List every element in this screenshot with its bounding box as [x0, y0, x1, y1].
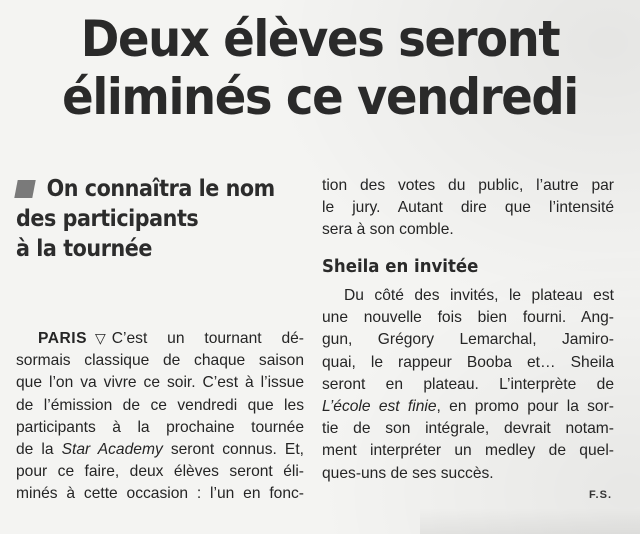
subhead-line-3: à la tournée: [16, 236, 152, 262]
article-column-1: [16, 327, 304, 506]
article-column-2: [322, 175, 614, 242]
body-text-segment: seront connus. Et,: [162, 441, 304, 459]
triangle-down-outline-icon: ▽: [95, 330, 106, 346]
gray-square-icon: [14, 180, 35, 198]
headline-line-2: éliminés ce vendredi: [62, 68, 578, 126]
subhead-line-2: des participants: [16, 206, 199, 232]
body-line: une nouvelle fois bien fourni. Ang-: [322, 309, 614, 327]
body-line: ment interpréter un medley de quel-: [322, 442, 614, 460]
body-line: tie de son intégrale, devrait notam-: [322, 420, 614, 438]
dateline-city: PARIS: [38, 330, 87, 347]
subhead-line-1: On connaîtra le nom: [46, 176, 275, 202]
body-line: quai, le rappeur Booba et… Sheila: [322, 353, 614, 371]
body-line: [16, 439, 304, 461]
body-line: ques-uns de ses succès.: [322, 464, 494, 482]
scan-shadow: [420, 508, 640, 534]
body-line: seront en plateau. L’interprète de: [322, 375, 614, 393]
body-line: [322, 396, 614, 418]
article-subhead: [16, 174, 277, 264]
author-signature: F.S.: [589, 489, 612, 501]
body-line: tion des votes du public, l’autre par: [322, 177, 614, 194]
body-text-segment: , en promo pour la sor-: [436, 398, 614, 416]
body-line: sera à son comble.: [322, 221, 454, 239]
body-line: sormais classique de chaque saison: [16, 352, 304, 370]
album-title-lecole-est-finie: L’école est finie: [322, 398, 437, 416]
article-headline: [22, 10, 617, 126]
show-title-star-academy: Star Academy: [61, 441, 163, 459]
article-column-2-section: [322, 285, 614, 485]
body-line: que l’on va vivre ce soir. C’est à l’issue: [16, 374, 304, 392]
body-line-text: C’est un tournant dé-: [111, 330, 304, 347]
body-line: le jury. Autant dire que l’intensité: [322, 199, 614, 217]
body-text-segment: de la: [16, 441, 62, 459]
body-line: Du côté des invités, le plateau est: [344, 287, 614, 304]
headline-line-1: Deux élèves seront: [80, 10, 560, 68]
body-line: pour ce faire, deux élèves seront éli-: [16, 463, 304, 481]
body-line: participants à la prochaine tournée: [16, 418, 304, 436]
body-line: minés à cette occasion : l’un en fonc-: [16, 485, 304, 503]
body-line: gun, Grégory Lemarchal, Jamiro-: [322, 331, 614, 349]
section-title: Sheila en invitée: [322, 256, 479, 277]
body-line: de l’émission de ce vendredi que les: [16, 396, 304, 414]
body-line: [16, 327, 304, 350]
